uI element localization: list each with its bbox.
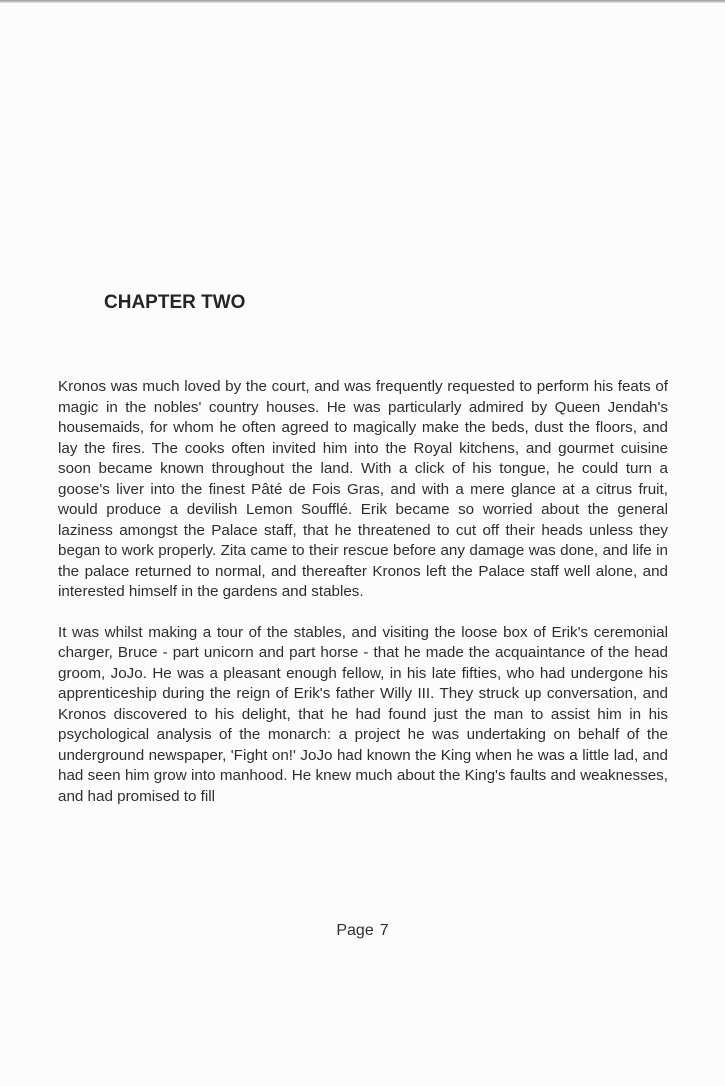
page-top-edge — [0, 0, 725, 3]
paragraph-1: Kronos was much loved by the court, and was frequently requested to perform his feats of magic in the nobles' country houses. He was particularly admired by Queen Jendah's housemaids, for whom he often agreed to magically make the beds, dust the floors, and lay the fires. The cooks often invited him into the Royal kitchens, and gourmet cuisine soon became known throughout the land. With a click of his tongue, he could turn a goose's liver into the finest Pâté de Fois Gras, and with a mere glance at a citrus fruit, would produce a devilish Lemon Soufflé. Erik became so worried about the general laziness amongst the Palace staff, that he threatened to cut off their heads unless they began to work properly. Zita came to their rescue before any damage was done, and life in the palace returned to normal, and thereafter Kronos left the Palace staff well alone, and interested himself in the gardens and stables. — [58, 378, 668, 600]
page-footer — [0, 922, 725, 940]
page-label: Page — [336, 922, 374, 939]
paragraph-2: It was whilst making a tour of the stables, and visiting the loose box of Erik's ceremonial charger, Bruce - part unicorn and part horse - that he made the acquaintance of the head groom, JoJo. He was a pleasant enough fellow, in his late fifties, who had undergone his apprenticeship during the reign of Erik's father Willy III. They struck up conversation, and Kronos discovered to his delight, that he had found just the man to assist him in his psychological analysis of the monarch: a project he was undertaking on behalf of the underground newspaper, 'Fight on!' JoJo had known the King when he was a little lad, and had seen him grow into manhood. He knew much about the King's faults and weaknesses, and had promised to fill — [58, 623, 668, 805]
body-text — [58, 377, 668, 807]
page-number: 7 — [379, 922, 389, 939]
chapter-title: CHAPTER TWO — [104, 292, 246, 313]
